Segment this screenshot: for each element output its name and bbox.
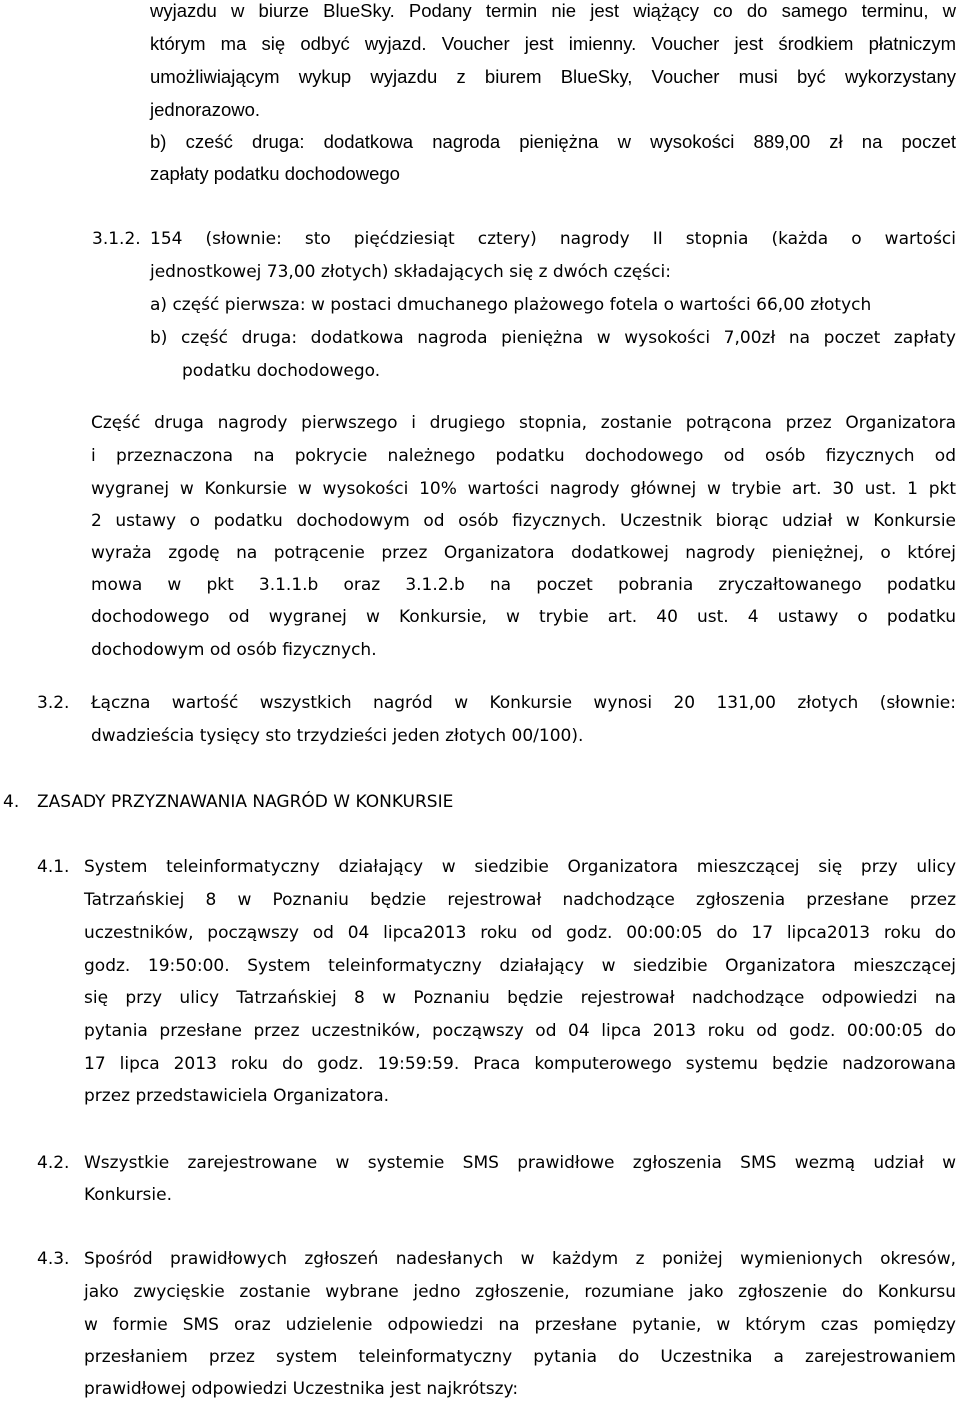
text-line: wygranej w Konkursie w wysokości 10% wartości nagrody głównej w trybie art. 30 ust. 1 pkt	[91, 479, 956, 499]
text-line: umożliwiającym wykup wyjazdu z biurem BlueSky, Voucher musi być wykorzystany	[150, 66, 956, 87]
text-line: jako zwycięskie zostanie wybrane jedno zgłoszenie, rozumiane jako zgłoszenie do Konkursu	[84, 1282, 956, 1302]
text-line: wyraża zgodę na potrącenie przez Organizatora dodatkowej nagrody pieniężnej, o której	[91, 543, 956, 563]
text-line: dwadzieścia tysięcy sto trzydzieści jeden złotych 00/100).	[91, 726, 584, 746]
text-line: jednorazowo.	[150, 99, 261, 120]
text-line: i przeznaczona na pokrycie należnego podatku dochodowego od osób fizycznych od	[91, 446, 956, 466]
text-line: przesłaniem przez system teleinformatyczny pytania do Uczestnika a zarejestrowaniem	[84, 1347, 956, 1367]
text-line: którym ma się odbyć wyjazd. Voucher jest imienny. Voucher jest środkiem płatniczym	[150, 33, 956, 54]
text-line: wyjazdu w biurze BlueSky. Podany termin nie jest wiążący co do samego terminu, w	[150, 0, 956, 21]
text-line: a) część pierwsza: w postaci dmuchanego plażowego fotela o wartości 66,00 złotych	[150, 295, 872, 315]
text-line: 2 ustawy o podatku dochodowym od osób fizycznych. Uczestnik biorąc udział w Konkursie	[91, 511, 956, 531]
text-line: uczestników, począwszy od 04 lipca2013 roku od godz. 00:00:05 do 17 lipca2013 roku do	[84, 923, 956, 943]
text-line: Wszystkie zarejestrowane w systemie SMS prawidłowe zgłoszenia SMS wezmą udział w	[84, 1153, 956, 1173]
text-line: dochodowym od osób fizycznych.	[91, 640, 377, 660]
text-line: Część druga nagrody pierwszego i drugiego stopnia, zostanie potrącona przez Organizatora	[91, 413, 956, 433]
section-number: 3.2.	[37, 693, 70, 713]
text-line: się przy ulicy Tatrzańskiej 8 w Poznaniu będzie rejestrował nadchodzące odpowiedzi na	[84, 988, 956, 1008]
text-line: System teleinformatyczny działający w siedzibie Organizatora mieszczącej się przy ulicy	[84, 857, 956, 877]
text-line: godz. 19:50:00. System teleinformatyczny działający w siedzibie Organizatora mieszczącej	[84, 956, 956, 976]
text-line: zapłaty podatku dochodowego	[150, 163, 400, 184]
text-line: mowa w pkt 3.1.1.b oraz 3.1.2.b na poczet pobrania zryczałtowanego podatku	[91, 575, 956, 595]
text-line: 154 (słownie: sto pięćdziesiąt cztery) nagrody II stopnia (każda o wartości	[150, 229, 956, 249]
text-line: przez przedstawiciela Organizatora.	[84, 1086, 390, 1106]
text-line: 17 lipca 2013 roku do godz. 19:59:59. Praca komputerowego systemu będzie nadzorowana	[84, 1054, 956, 1074]
text-line: Tatrzańskiej 8 w Poznaniu będzie rejestrował nadchodzące zgłoszenia przesłane przez	[84, 890, 956, 910]
section-number: 3.1.2.	[92, 229, 141, 249]
section-number: 4.3.	[37, 1249, 70, 1269]
section-number: 4.1.	[37, 857, 70, 877]
text-line: Łączna wartość wszystkich nagród w Konkursie wynosi 20 131,00 złotych (słownie:	[91, 693, 956, 713]
text-line: jednostkowej 73,00 złotych) składających się z dwóch części:	[150, 262, 671, 282]
text-line: Konkursie.	[84, 1185, 173, 1205]
text-line: Spośród prawidłowych zgłoszeń nadesłanych w każdym z poniżej wymienionych okresów,	[84, 1249, 956, 1269]
text-line: dochodowego od wygranej w Konkursie, w trybie art. 40 ust. 4 ustawy o podatku	[91, 607, 956, 627]
text-line: pytania przesłane przez uczestników, począwszy od 04 lipca 2013 roku od godz. 00:00:05 do	[84, 1021, 956, 1041]
section-heading: ZASADY PRZYZNAWANIA NAGRÓD W KONKURSIE	[37, 792, 454, 812]
text-line: b) cześć druga: dodatkowa nagroda pieniężna w wysokości 889,00 zł na poczet	[150, 131, 956, 152]
text-line: b) część druga: dodatkowa nagroda pieniężna w wysokości 7,00zł na poczet zapłaty	[150, 328, 956, 348]
text-line: w formie SMS oraz udzielenie odpowiedzi na przesłane pytanie, w którym czas pomiędzy	[84, 1315, 956, 1335]
text-line: prawidłowej odpowiedzi Uczestnika jest najkrótszy:	[84, 1379, 519, 1399]
section-number: 4.	[3, 792, 20, 812]
section-number: 4.2.	[37, 1153, 70, 1173]
text-line: podatku dochodowego.	[182, 361, 381, 381]
